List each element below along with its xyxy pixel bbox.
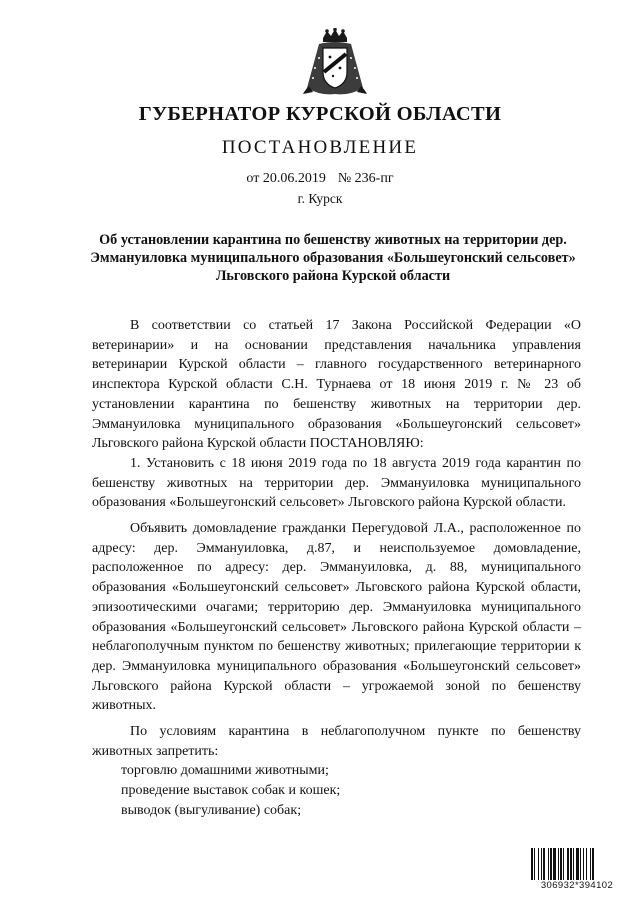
- document-city: г. Курск: [297, 191, 343, 206]
- barcode: [530, 848, 624, 892]
- document-body: [92, 316, 581, 820]
- coat-of-arms-icon: [303, 28, 367, 98]
- document-date: от 20.06.2019: [246, 171, 326, 186]
- document-number: № 236-пг: [337, 171, 394, 186]
- document-date-number: [0, 171, 640, 187]
- paragraph-item-1: 1. Установить с 18 июня 2019 года по 18 августа 2019 года карантин по бешенству животных на территории дер. Эммануиловка муниципального образования «Большеугонский сельсовет» Льговского района Курской области.: [92, 455, 581, 511]
- governor-title: ГУБЕРНАТОР КУРСКОЙ ОБЛАСТИ: [138, 103, 502, 125]
- barcode-bars: [530, 848, 624, 880]
- document-type: ПОСТАНОВЛЕНИЕ: [221, 137, 419, 158]
- paragraph-preamble: В соответствии со статьей 17 Закона Российской Федерации «О ветеринарии» и на основании представления начальника управления ветеринарии Курской области – главного государственного ветеринарного инспектора Курской области С.Н. Турнаева от 18 июня 2019 г. № 23 об установлении карантина по бешенству животных на территории дер. Эммануиловка муниципального образования «Большеугонский сельсовет» Льговского района Курской области ПОСТАНОВЛЯЮ:: [92, 318, 581, 452]
- document-subject: Об установлении карантина по бешенству животных на территории дер. Эммануиловка муниципального образования «Большеугонский сельсовет» Льговского района Курской области: [90, 232, 576, 284]
- prohibition-list-item: торговлю домашними животными;: [121, 763, 329, 779]
- paragraph-declaration: Объявить домовладение гражданки Перегудовой Л.А., расположенное по адресу: дер. Эммануиловка, д.87, и неиспользуемое домовладение, расположенное по адресу: дер. Эммануиловка, д. 88, муниципального образования «Большеугонский сельсовет» Льговского района Курской области, эпизоотическими очагами; территорию дер. Эммануиловка муниципального образования «Большеугонский сельсовет» Льговского района Курской области – неблагополучным пунктом по бешенству животных; прилегающие территории к дер. Эммануиловка муниципального образования «Большеугонский сельсовет» Льговского района Курской области – угрожаемой зоной по бешенству животных.: [92, 521, 581, 714]
- prohibition-list-item: проведение выставок собак и кошек;: [121, 783, 341, 799]
- paragraph-prohibitions: По условиям карантина в неблагополучном пункте по бешенству животных запретить:: [92, 724, 581, 759]
- prohibition-list-item: выводок (выгуливание) собак;: [121, 802, 302, 818]
- barcode-number: 306932*394102: [540, 880, 614, 891]
